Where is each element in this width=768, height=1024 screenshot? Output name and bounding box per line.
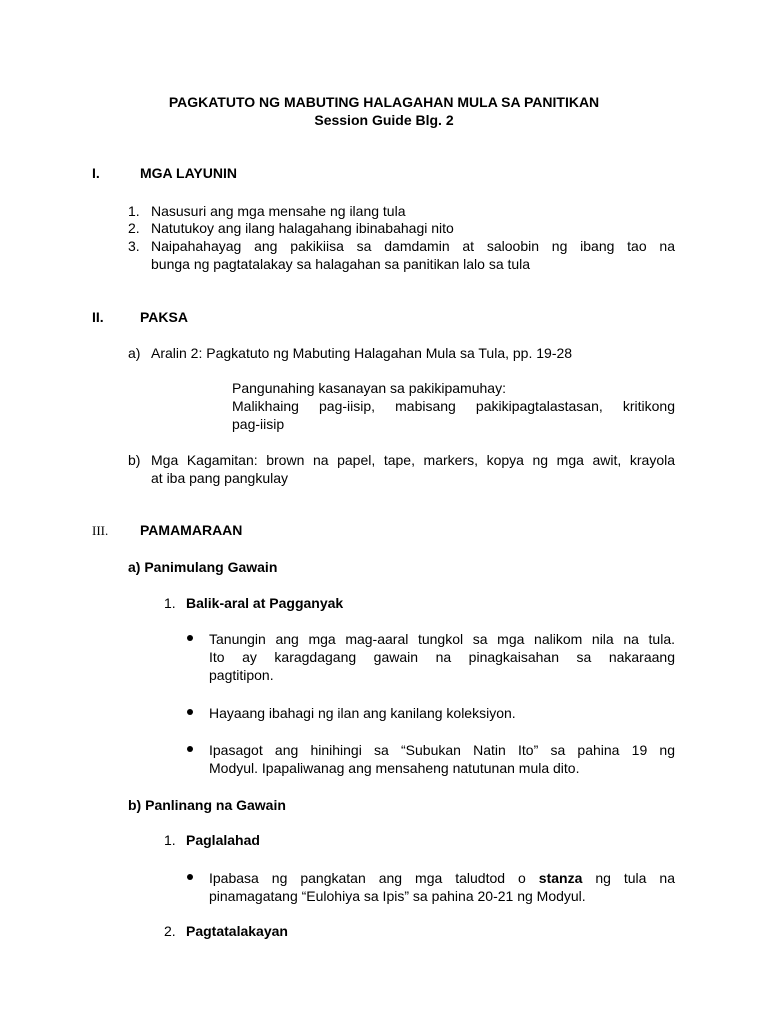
objective-2-text: Natutukoy ang ilang halagahang ibinabahagi nito [151, 220, 454, 236]
bullet-dot [187, 874, 193, 880]
bullet-dot [187, 746, 193, 752]
bullet-1-line-3: pagtitipon. [209, 667, 274, 683]
bullet-dot [187, 709, 193, 715]
document-title: PAGKATUTO NG MABUTING HALAGAHAN MULA SA PANITIKAN [168, 94, 600, 110]
bullet-3-line-2: Modyul. Ipapaliwanag ang mensaheng natutunan mula dito. [209, 760, 580, 776]
materials-line-1: Mga Kagamitan: brown na papel, tape, markers, kopya ng mga awit, krayola [151, 452, 675, 468]
objective-1-text: Nasusuri ang mga mensahe ng ilang tula [151, 203, 406, 219]
review-number: 1. [164, 595, 176, 611]
bullet-4-line-2: pinamagatang “Eulohiya sa Ipis” sa pahina 20-21 ng Modyul. [209, 888, 586, 904]
section-1-heading: MGA LAYUNIN [140, 165, 237, 181]
bullet-1-line-1: Tanungin ang mga mag-aaral tungkol sa mga nalikom nila na tula. [209, 631, 675, 647]
bullet-1-line-2: Ito ay karagdagang gawain na pinagkaisahan sa nakaraang [209, 649, 675, 665]
topic-a-label: a) [128, 345, 141, 361]
skills-line-1: Malikhaing pag-iisip, mabisang pakikipagtalastasan, kritikong [232, 398, 675, 414]
presentation-number: 1. [164, 832, 176, 848]
topic-a-text: Aralin 2: Pagkatuto ng Mabuting Halagahan Mula sa Tula, pp. 19-28 [151, 345, 573, 361]
objective-2-number: 2. [128, 220, 140, 236]
materials-line-2: at iba pang pangkulay [151, 470, 288, 486]
section-2-heading: PAKSA [140, 309, 188, 325]
section-1-number: I. [92, 165, 100, 181]
section-2-number: II. [92, 309, 104, 325]
presentation-label: Paglalahad [186, 832, 260, 848]
bullet-4-text-end: ng tula na [582, 870, 675, 886]
objective-3-number: 3. [128, 238, 140, 254]
objective-3-line-1: Naipahahayag ang pakikiisa sa damdamin at saloobin ng ibang tao na [151, 238, 675, 254]
bullet-dot [187, 635, 193, 641]
activity-a-heading: a) Panimulang Gawain [128, 559, 278, 575]
bullet-4-line-1 [209, 869, 675, 887]
objective-3-line-2: bunga ng pagtatalakay sa halagahan sa panitikan lalo sa tula [151, 256, 531, 272]
bullet-3-line-1: Ipasagot ang hinihingi sa “Subukan Natin Ito” sa pahina 19 ng [209, 742, 675, 758]
document-subtitle: Session Guide Blg. 2 [314, 112, 454, 128]
bullet-4-emphasis: stanza [538, 870, 583, 886]
bullet-4-text-start: Ipabasa ng pangkatan ang mga taludtod o [209, 870, 539, 886]
activity-b-heading: b) Panlinang na Gawain [128, 797, 286, 813]
materials-label: b) [128, 452, 141, 468]
section-3-heading: PAMAMARAAN [140, 522, 243, 538]
discussion-number: 2. [164, 923, 176, 939]
review-label: Balik-aral at Pagganyak [186, 595, 344, 611]
skills-line-2: pag-iisip [232, 416, 285, 432]
skills-label: Pangunahing kasanayan sa pakikipamuhay: [232, 380, 506, 396]
objective-1-number: 1. [128, 203, 140, 219]
section-3-number: III. [92, 523, 109, 538]
discussion-label: Pagtatalakayan [186, 923, 288, 939]
bullet-2-text: Hayaang ibahagi ng ilan ang kanilang koleksiyon. [209, 705, 516, 721]
